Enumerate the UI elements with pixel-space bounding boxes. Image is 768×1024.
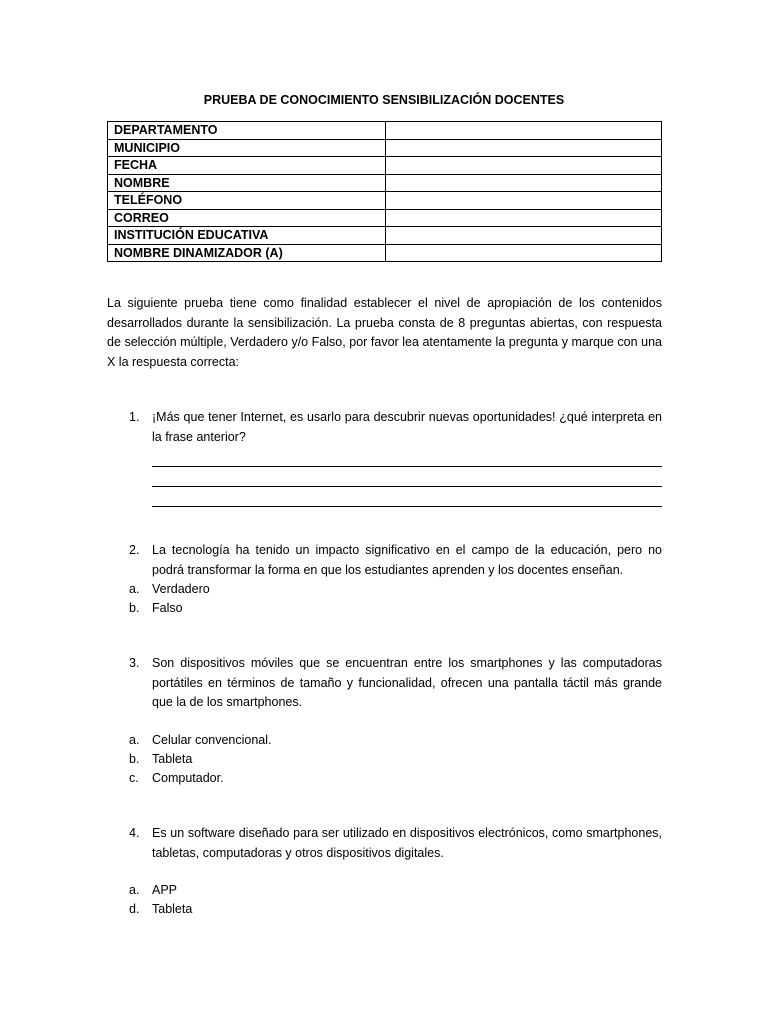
option-item[interactable]	[107, 731, 662, 750]
form-row-value[interactable]	[386, 139, 662, 157]
form-row	[108, 174, 662, 192]
question-text: ¡Más que tener Internet, es usarlo para descubrir nuevas oportunidades! ¿qué interpreta en la frase anterior?	[152, 410, 662, 444]
document-title: PRUEBA DE CONOCIMIENTO SENSIBILIZACIÓN DOCENTES	[203, 93, 565, 107]
answer-line[interactable]	[152, 467, 662, 487]
option-text: Tableta	[152, 751, 193, 766]
form-row-label: FECHA	[108, 157, 386, 175]
form-row-label: INSTITUCIÓN EDUCATIVA	[108, 227, 386, 245]
option-letter: a.	[129, 883, 140, 897]
question-3	[107, 654, 662, 788]
option-letter: a.	[129, 732, 140, 747]
option-text: APP	[152, 883, 178, 897]
answer-lines[interactable]	[152, 447, 662, 507]
question-text: Es un software diseñado para ser utilizado en dispositivos electrónicos, como smartphones, tabletas, computadoras y otros dispositivos digitales.	[152, 826, 662, 860]
option-letter: c.	[129, 770, 139, 785]
question-text: Son dispositivos móviles que se encuentran entre los smartphones y las computadoras portátiles en términos de tamaño y funcionalidad, ofrecen una pantalla táctil más grande que la de los smartphones.	[152, 656, 662, 709]
form-row-value[interactable]	[386, 122, 662, 140]
form-row-label: TELÉFONO	[108, 192, 386, 210]
form-row-value[interactable]	[386, 174, 662, 192]
option-letter: b.	[129, 601, 140, 615]
form-row	[108, 209, 662, 227]
option-text: Verdadero	[152, 582, 210, 596]
option-item[interactable]	[107, 599, 662, 618]
form-row-label: NOMBRE DINAMIZADOR (A)	[108, 244, 386, 262]
question-number: 1.	[129, 410, 140, 424]
form-row-value[interactable]	[386, 244, 662, 262]
question-text: La tecnología ha tenido un impacto significativo en el campo de la educación, pero no podrá transformar la forma en que los estudiantes aprenden y los docentes enseñan.	[152, 543, 662, 577]
form-row-label: DEPARTAMENTO	[108, 122, 386, 140]
answer-line[interactable]	[152, 487, 662, 507]
form-row-value[interactable]	[386, 157, 662, 175]
form-row-label: CORREO	[108, 209, 386, 227]
option-item[interactable]	[107, 580, 662, 599]
option-text: Celular convencional.	[152, 732, 272, 747]
answer-line[interactable]	[152, 447, 662, 467]
option-text: Computador.	[152, 770, 224, 785]
form-row-value[interactable]	[386, 192, 662, 210]
form-row	[108, 244, 662, 262]
option-letter: a.	[129, 582, 140, 596]
form-row	[108, 157, 662, 175]
option-item[interactable]	[107, 881, 662, 900]
question-number: 4.	[129, 826, 140, 840]
header-form-table	[107, 121, 662, 262]
option-letter: b.	[129, 751, 140, 766]
form-row-value[interactable]	[386, 227, 662, 245]
option-text: Tableta	[152, 902, 193, 916]
question-1	[107, 408, 662, 507]
form-row	[108, 139, 662, 157]
option-item[interactable]	[107, 750, 662, 769]
question-2	[107, 541, 662, 618]
intro-paragraph: La siguiente prueba tiene como finalidad establecer el nivel de apropiación de los contenidos desarrollados durante la sensibilización. La prueba consta de 8 preguntas abiertas, con respuesta de selección múltiple, Verdadero y/o Falso, por favor lea atentamente la pregunta y marque con una X la respuesta correcta:	[107, 296, 662, 369]
option-item[interactable]	[107, 900, 662, 919]
option-letter: d.	[129, 902, 140, 916]
question-number: 2.	[129, 543, 140, 557]
form-row	[108, 192, 662, 210]
option-item[interactable]	[107, 769, 662, 788]
question-4	[107, 824, 662, 919]
form-row-label: MUNICIPIO	[108, 139, 386, 157]
form-row	[108, 227, 662, 245]
form-row-label: NOMBRE	[108, 174, 386, 192]
form-row-value[interactable]	[386, 209, 662, 227]
form-row	[108, 122, 662, 140]
question-number: 3.	[129, 656, 140, 670]
option-text: Falso	[152, 601, 183, 615]
